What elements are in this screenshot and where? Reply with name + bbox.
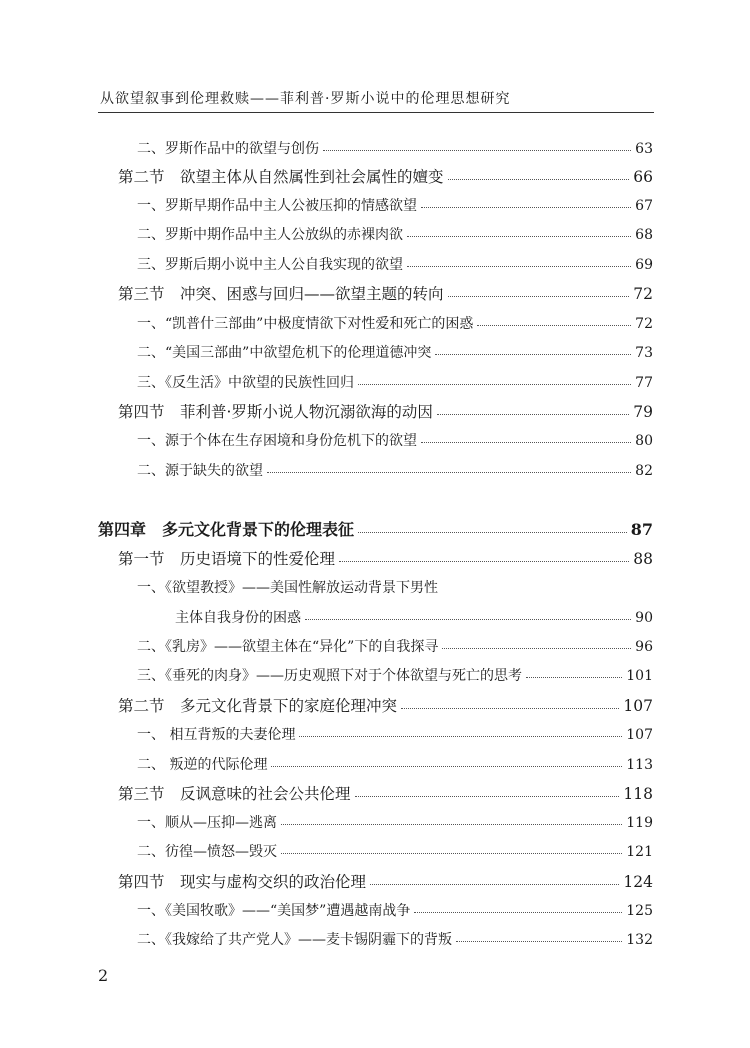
toc-entry-label: 一、顺从—压抑—逃离 [137,815,277,831]
toc-entry[interactable] [137,635,653,659]
toc-entry-page: 121 [626,844,653,860]
toc-section[interactable] [118,694,653,718]
running-header: 从欲望叙事到伦理救赎——菲利普·罗斯小说中的伦理思想研究 [100,91,511,107]
toc-section-label: 第三节 冲突、困惑与回归——欲望主题的转向 [118,285,444,303]
toc-entry-label: 二、 叛逆的代际伦理 [137,757,268,773]
header-rule [98,112,654,113]
toc-entry-label: 一、“凯普什三部曲”中极度情欲下对性爱和死亡的困惑 [137,316,474,332]
toc-entry[interactable] [137,840,653,864]
page-number: 2 [98,966,109,985]
toc-entry[interactable] [137,253,653,277]
toc-entry[interactable] [137,223,653,247]
toc-section[interactable] [118,282,653,306]
toc-entry-page: 72 [635,316,653,332]
toc-entry-label: 一、《美国牧歌》——“美国梦”遭遇越南战争 [137,903,411,919]
toc-entry-label: 一、 相互背叛的夫妻伦理 [137,727,296,743]
toc-section[interactable] [118,782,653,806]
toc-entry[interactable] [137,429,653,453]
dot-leader [526,676,622,678]
toc-entry-continuation[interactable] [175,606,653,630]
toc-entry-page: 132 [626,932,653,948]
toc-section[interactable] [118,400,653,424]
toc-entry-label: 一、《欲望教授》——美国性解放运动背景下男性 [137,580,438,596]
dot-leader [442,647,631,649]
dot-leader [299,735,622,737]
toc-section-label: 第四节 现实与虚构交织的政治伦理 [118,873,367,891]
toc-entry[interactable] [137,341,653,365]
toc-section-label: 第四节 菲利普·罗斯小说人物沉溺欲海的动因 [118,403,433,421]
toc-entry-label: 二、彷徨—愤怒—毁灭 [137,844,277,860]
toc-entry-label: 一、源于个体在生存困境和身份危机下的欲望 [137,433,417,449]
toc-entry[interactable] [137,723,653,747]
toc-entry-page: 107 [626,727,653,743]
toc-section-page: 88 [633,550,653,568]
dot-leader [355,795,620,797]
toc-entry-continuation-label: 主体自我身份的困惑 [175,610,301,626]
dot-leader [407,265,631,267]
dot-leader [407,235,631,237]
toc-section-label: 第一节 历史语境下的性爱伦理 [118,550,336,568]
toc-entry-label: 二、《我嫁给了共产党人》——麦卡锡阴霾下的背叛 [137,932,452,948]
toc-entry[interactable] [137,312,653,336]
dot-leader [358,383,631,385]
toc-entry-page: 90 [635,610,653,626]
dot-leader [401,707,619,709]
toc-entry-page: 77 [635,375,653,391]
toc-entry-page: 67 [635,198,653,214]
toc-section-page: 79 [633,403,653,421]
dot-leader [370,883,619,885]
dot-leader [435,353,631,355]
dot-leader [358,531,627,533]
dot-leader [281,852,622,854]
toc-entry-label: 二、罗斯作品中的欲望与创伤 [137,141,319,157]
toc-entry-page: 63 [635,141,653,157]
toc-entry[interactable] [137,664,653,688]
toc-section[interactable] [118,547,653,571]
dot-leader [477,324,631,326]
dot-leader [448,178,630,180]
toc-section-label: 第二节 欲望主体从自然属性到社会属性的嬗变 [118,168,444,186]
dot-leader [271,765,622,767]
toc-entry-label: 一、罗斯早期作品中主人公被压抑的情感欲望 [137,198,417,214]
toc-entry-page: 96 [635,639,653,655]
toc-entry-page: 73 [635,345,653,361]
toc-section-page: 107 [623,697,653,715]
toc-entry[interactable] [137,459,653,483]
dot-leader [305,618,631,620]
toc-section-label: 第二节 多元文化背景下的家庭伦理冲突 [118,697,398,715]
toc-entry[interactable] [137,928,653,952]
toc-entry-label: 三、罗斯后期小说中主人公自我实现的欲望 [137,257,403,273]
toc-entry-page: 113 [626,757,653,773]
dot-leader [456,940,622,942]
toc-entry-page: 101 [626,668,653,684]
toc-entry-label: 三、《垂死的肉身》——历史观照下对于个体欲望与死亡的思考 [137,668,522,684]
toc-section-page: 118 [623,785,653,803]
dot-leader [421,206,631,208]
dot-leader [448,295,630,297]
toc-section[interactable] [118,165,653,189]
toc-section-page: 124 [623,873,653,891]
dot-leader [414,911,622,913]
toc-entry[interactable] [137,371,653,395]
dot-leader [437,413,629,415]
toc-entry[interactable] [137,137,653,161]
toc-entry-page: 68 [635,227,653,243]
dot-leader [421,441,631,443]
toc-entry[interactable] [137,811,653,835]
toc-entry[interactable] [137,753,653,777]
toc-entry-label: 二、“美国三部曲”中欲望危机下的伦理道德冲突 [137,345,432,361]
dot-leader [267,471,631,473]
toc-entry-page: 80 [635,433,653,449]
toc-entry-page: 119 [626,815,653,831]
toc-section-page: 66 [633,168,653,186]
toc-chapter-label: 第四章 多元文化背景下的伦理表征 [98,520,355,539]
toc-entry-label: 二、源于缺失的欲望 [137,463,263,479]
toc-entry-page: 125 [626,903,653,919]
toc-chapter-page: 87 [630,520,653,539]
dot-leader [323,149,631,151]
toc-entry-label: 三、《反生活》中欲望的民族性回归 [137,375,354,391]
toc-section-page: 72 [633,285,653,303]
toc-entry-label: 二、《乳房》——欲望主体在“异化”下的自我探寻 [137,639,439,655]
toc-entry-label: 二、罗斯中期作品中主人公放纵的赤裸肉欲 [137,227,403,243]
toc-section-label: 第三节 反讽意味的社会公共伦理 [118,785,351,803]
dot-leader [281,823,622,825]
toc-entry-page: 69 [635,257,653,273]
toc-section[interactable] [118,870,653,894]
toc-entry[interactable] [137,899,653,923]
dot-leader [339,560,629,562]
toc-chapter[interactable] [98,518,653,542]
toc-entry-page: 82 [635,463,653,479]
toc-entry[interactable] [137,194,653,218]
